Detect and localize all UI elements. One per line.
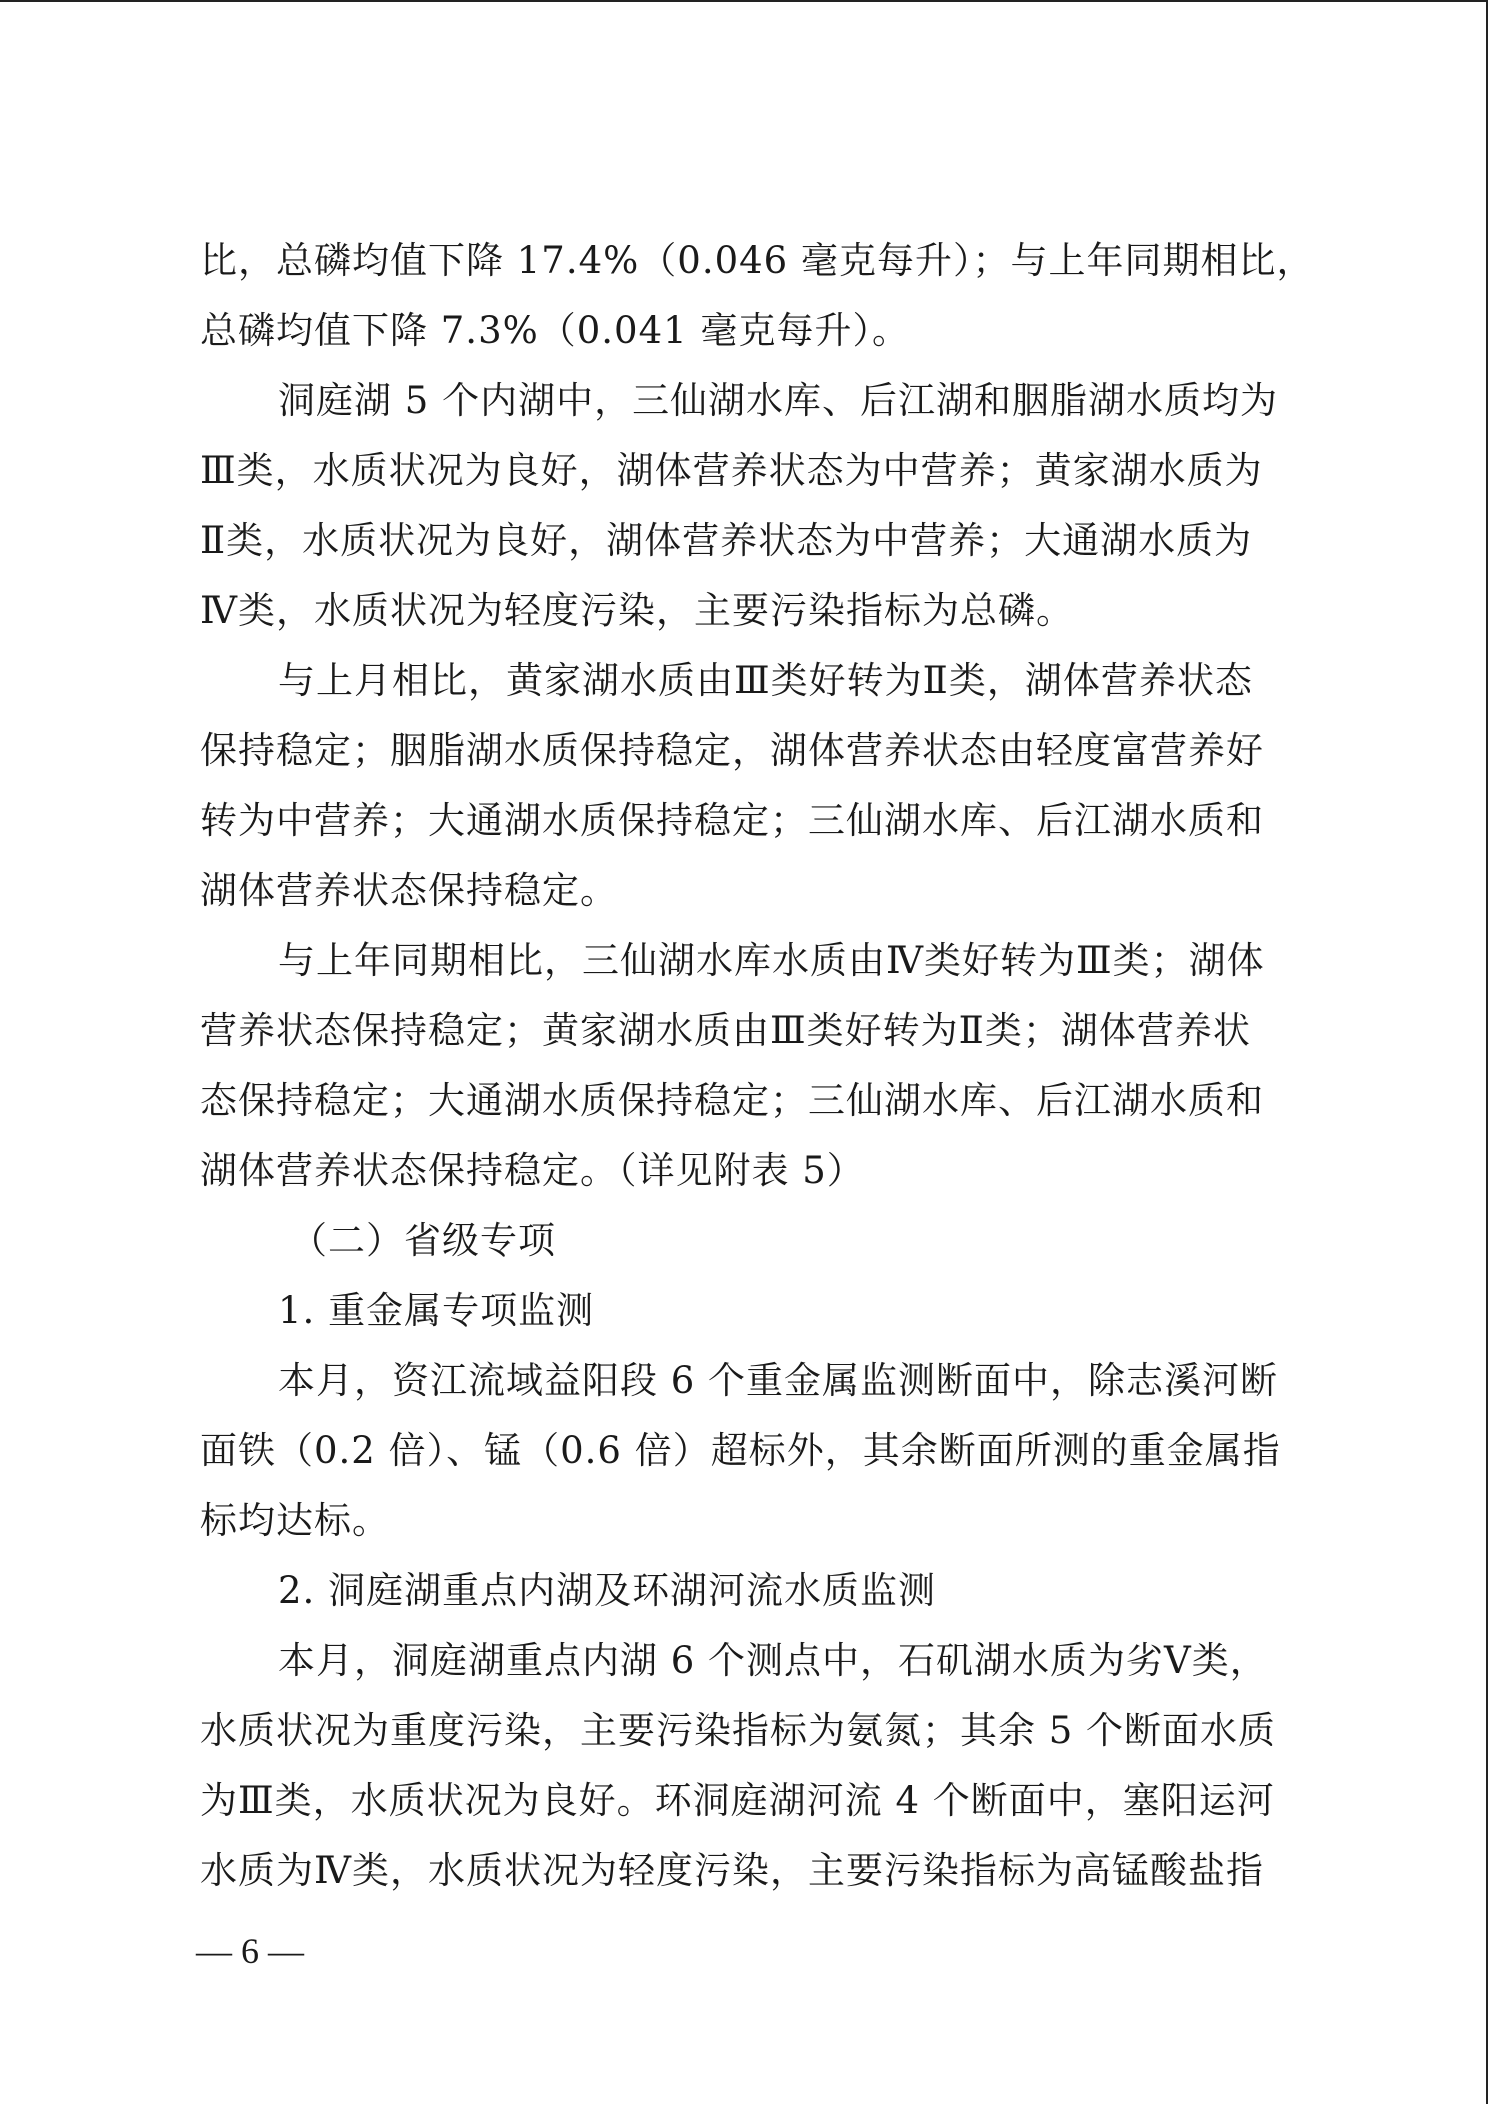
text-line: 转为中营养；大通湖水质保持稳定；三仙湖水库、后江湖水质和	[200, 799, 1264, 842]
text-line: 态保持稳定；大通湖水质保持稳定；三仙湖水库、后江湖水质和	[200, 1079, 1264, 1122]
text-line: 营养状态保持稳定；黄家湖水质由Ⅲ类好转为Ⅱ类；湖体营养状	[200, 1009, 1251, 1052]
paragraph-start: 本月，洞庭湖重点内湖 6 个测点中，石矶湖水质为劣Ⅴ类，	[278, 1639, 1268, 1682]
text-line: 标均达标。	[200, 1499, 390, 1542]
text-line: 湖体营养状态保持稳定。	[200, 869, 618, 912]
document-body	[200, 226, 1315, 1906]
text-line: 总磷均值下降 7.3%（0.041 毫克每升）。	[200, 309, 910, 352]
text-line: 湖体营养状态保持稳定。（详见附表 5）	[200, 1149, 865, 1192]
paragraph-start: 与上年同期相比，三仙湖水库水质由Ⅳ类好转为Ⅲ类；湖体	[278, 939, 1265, 982]
text-line: 面铁（0.2 倍）、锰（0.6 倍）超标外，其余断面所测的重金属指	[200, 1429, 1281, 1472]
text-line: Ⅲ类，水质状况为良好，湖体营养状态为中营养；黄家湖水质为	[200, 449, 1263, 492]
paragraph-start: 本月，资江流域益阳段 6 个重金属监测断面中，除志溪河断	[278, 1359, 1279, 1402]
page-number: — 6 —	[196, 1931, 304, 1971]
text-line: 保持稳定；胭脂湖水质保持稳定，湖体营养状态由轻度富营养好	[200, 729, 1264, 772]
text-line: Ⅳ类，水质状况为轻度污染，主要污染指标为总磷。	[200, 589, 1074, 632]
text-line: 水质状况为重度污染，主要污染指标为氨氮；其余 5 个断面水质	[200, 1709, 1277, 1752]
text-line: 水质为Ⅳ类，水质状况为轻度污染，主要污染指标为高锰酸盐指	[200, 1849, 1264, 1892]
subsection-heading: 1. 重金属专项监测	[278, 1289, 595, 1332]
paragraph-start: 与上月相比，黄家湖水质由Ⅲ类好转为Ⅱ类，湖体营养状态	[278, 659, 1253, 702]
subsection-heading: 2. 洞庭湖重点内湖及环湖河流水质监测	[278, 1569, 937, 1612]
page-top-border	[0, 0, 1488, 2]
text-line: Ⅱ类，水质状况为良好，湖体营养状态为中营养；大通湖水质为	[200, 519, 1253, 562]
text-line: 为Ⅲ类，水质状况为良好。环洞庭湖河流 4 个断面中，塞阳运河	[200, 1779, 1275, 1822]
text-line: 比，总磷均值下降 17.4%（0.046 毫克每升）；与上年同期相比，	[200, 239, 1315, 282]
paragraph-start: 洞庭湖 5 个内湖中，三仙湖水库、后江湖和胭脂湖水质均为	[278, 379, 1279, 422]
section-heading: （二）省级专项	[290, 1219, 556, 1262]
